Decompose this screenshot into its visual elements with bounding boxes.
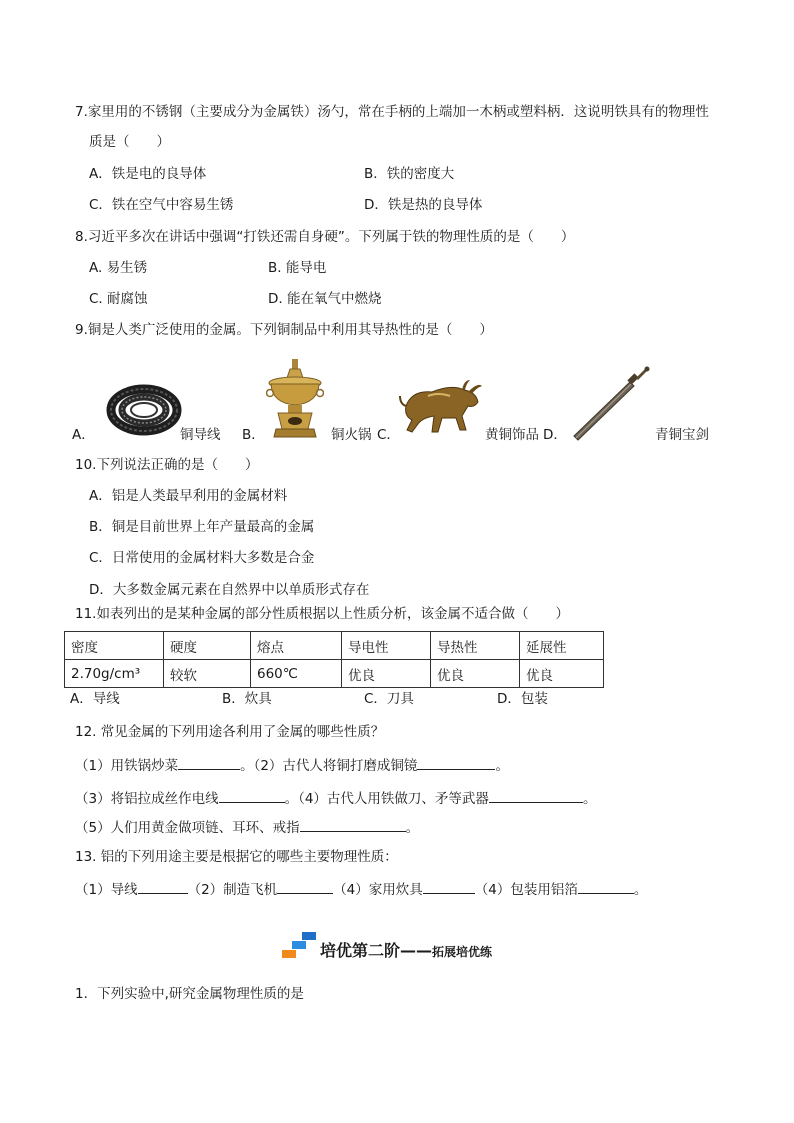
- q12-line2: [75, 788, 596, 808]
- table-header-cell: 延展性: [520, 632, 604, 660]
- table-cell: 较软: [164, 660, 251, 688]
- q7-option-a: A．铁是电的良导体: [89, 166, 207, 182]
- table-cell: 优良: [342, 660, 431, 688]
- table-header-cell: 密度: [65, 632, 164, 660]
- q9-option-d-letter: D．: [543, 427, 567, 443]
- answer-blank[interactable]: [578, 879, 634, 894]
- p2-q1-stem: 1．下列实验中,研究金属物理性质的是: [75, 986, 304, 1002]
- answer-blank[interactable]: [219, 788, 285, 803]
- q13-item-1-text: （1）导线: [75, 882, 138, 898]
- q12-line3: [75, 817, 419, 837]
- q9-option-a-letter: A．: [72, 427, 95, 443]
- q7-option-c: C．铁在空气中容易生锈: [89, 197, 234, 213]
- q10-option-a: A．铝是人类最早利用的金属材料: [89, 488, 288, 504]
- q8-option-d: D. 能在氧气中燃烧: [268, 291, 382, 307]
- answer-blank[interactable]: [423, 879, 475, 894]
- q8-option-a: A. 易生锈: [89, 260, 148, 276]
- q13-item-4-text: （4）包装用铝箔: [474, 882, 578, 898]
- q12-item-5-text: （5）人们用黄金做项链、耳环、戒指: [75, 820, 300, 836]
- q10-stem: 10.下列说法正确的是（ ）: [75, 457, 259, 473]
- copper-hotpot-image: [266, 357, 324, 439]
- q9-option-b-caption: 铜火锅: [331, 427, 372, 443]
- q9-option-b-letter: B．: [242, 427, 265, 443]
- q8-option-c: C. 耐腐蚀: [89, 291, 148, 307]
- table-header-row: [65, 632, 604, 660]
- brass-bull-ornament-image: [398, 376, 484, 436]
- q12-line1: [75, 755, 509, 775]
- q12-item-1-text: （1）用铁锅炒菜: [75, 758, 179, 774]
- q13-item-3-text: （4）家用炊具: [333, 882, 423, 898]
- table-cell: 优良: [431, 660, 520, 688]
- q8-option-b: B. 能导电: [268, 260, 327, 276]
- answer-blank[interactable]: [417, 755, 495, 770]
- q12-line3-end: 。: [405, 820, 420, 836]
- section-subtitle: 拓展培优练: [432, 945, 493, 959]
- q12-item-4-text: 。（4）古代人用铁做刀、矛等武器: [284, 791, 489, 807]
- q11-stem: 11.如表列出的是某种金属的部分性质根据以上性质分析，该金属不适合做（ ）: [75, 606, 569, 622]
- table-cell: 2.70g/cm³: [65, 660, 164, 688]
- q11-option-d: D．包装: [497, 691, 548, 707]
- q13-line-end: 。: [633, 882, 648, 898]
- q10-option-b: B．铜是目前世界上年产量最高的金属: [89, 519, 315, 535]
- table-header-cell: 硬度: [164, 632, 251, 660]
- table-header-cell: 导电性: [342, 632, 431, 660]
- table-cell: 660℃: [251, 660, 342, 688]
- table-cell: 优良: [520, 660, 604, 688]
- q7-stem-line2: 质是（ ）: [89, 134, 170, 150]
- q7-option-b: B．铁的密度大: [364, 166, 455, 182]
- table-row: [65, 660, 604, 688]
- answer-blank[interactable]: [489, 788, 583, 803]
- q9-option-c-caption: 黄铜饰品: [485, 427, 539, 443]
- blue-orange-steps-icon: [282, 932, 318, 960]
- section-title: [320, 938, 492, 961]
- answer-blank[interactable]: [178, 755, 240, 770]
- answer-blank[interactable]: [138, 879, 188, 894]
- q8-stem: 8.习近平多次在讲话中强调“打铁还需自身硬”。下列属于铁的物理性质的是（ ）: [75, 229, 575, 245]
- q13-line: [75, 879, 647, 899]
- q12-stem: 12. 常见金属的下列用途各利用了金属的哪些性质？: [75, 724, 385, 740]
- q12-item-3-text: （3）将铝拉成丝作电线: [75, 791, 219, 807]
- table-header-cell: 导热性: [431, 632, 520, 660]
- bronze-sword-image: [566, 366, 652, 442]
- section-dash: ——: [400, 941, 433, 960]
- section-title-text: 培优第二阶: [320, 941, 401, 960]
- q11-option-b: B．炊具: [222, 691, 272, 707]
- q12-item-2-text: 。（2）古代人将铜打磨成铜镜: [240, 758, 418, 774]
- q7-stem-line1: 7.家里用的不锈钢（主要成分为金属铁）汤勺，常在手柄的上端加一木柄或塑料柄．这说明铁具有的物理性: [75, 104, 709, 120]
- q11-option-a: A．导线: [70, 691, 120, 707]
- q13-stem: 13. 铝的下列用途主要是根据它的哪些主要物理性质：: [75, 849, 398, 865]
- q13-item-2-text: （2）制造飞机: [187, 882, 278, 898]
- answer-blank[interactable]: [277, 879, 333, 894]
- q11-option-c: C．刀具: [364, 691, 414, 707]
- metal-properties-table: [64, 631, 604, 688]
- q9-stem: 9.铜是人类广泛使用的金属。下列铜制品中利用其导热性的是（ ）: [75, 322, 493, 338]
- q9-option-a-caption: 铜导线: [180, 427, 221, 443]
- q12-line2-end: 。: [582, 791, 597, 807]
- q9-option-c-letter: C．: [377, 427, 400, 443]
- answer-blank[interactable]: [300, 817, 406, 832]
- table-header-cell: 熔点: [251, 632, 342, 660]
- copper-wire-coil-image: [106, 380, 182, 436]
- q12-line1-end: 。: [495, 758, 509, 774]
- q9-option-d-caption: 青铜宝剑: [655, 427, 709, 443]
- q10-option-d: D．大多数金属元素在自然界中以单质形式存在: [89, 582, 370, 598]
- q7-option-d: D．铁是热的良导体: [364, 197, 483, 213]
- q10-option-c: C．日常使用的金属材料大多数是合金: [89, 550, 315, 566]
